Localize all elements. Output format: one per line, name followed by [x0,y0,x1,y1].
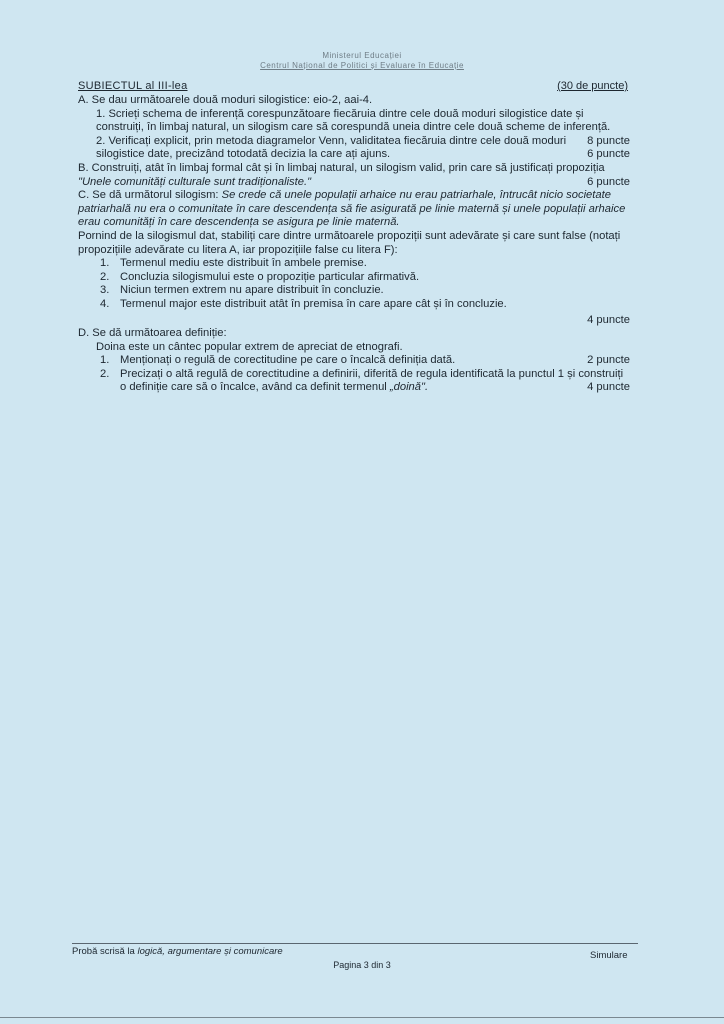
section-b-text: B. Construiți, atât în limbaj formal cât și în limbaj natural, un silogism valid, prin care să justificați propoziția [78,161,605,174]
section-c-item-number: 1. [100,257,110,270]
section-c-item [78,284,630,298]
section-c-syllogism: Se crede că unele populații arhaice nu erau patriarhale, întrucât nicio societate patriarhală nu era o comunitate în care descendența să fie asigurată pe linie maternă și unele populații arhaice erau comunități în care descendența se asigura pe linie maternă. [78,189,626,229]
section-d-item-points: 2 puncte [587,354,630,367]
section-c-item-text: Concluzia silogismului este o propoziție particular afirmativă. [120,270,420,283]
section-a-item-1 [78,107,630,147]
section-c-item [78,298,630,312]
section-b [78,162,630,189]
section-d-term: „doină". [389,381,429,394]
section-d-definition: Doina este un cântec popular extrem de apreciat de etnografi. [96,340,403,353]
section-c-points: 4 puncte [587,313,630,326]
section-a-heading: A. Se dau următoarele două moduri silogistice: eio-2, aai-4. [78,94,373,106]
footer-subject: logică, argumentare și comunicare [137,946,283,957]
section-b-points: 6 puncte [587,175,630,188]
subject-title: SUBIECTUL al III-lea [78,80,188,92]
scan-edge-line [0,1017,724,1018]
section-d-heading: D. Se dă următoarea definiție: [78,327,227,340]
section-c-item-text: Termenul major este distribuit atât în premisa în care apare cât și în concluzie. [120,297,507,310]
section-c-item-number: 2. [100,270,110,283]
section-d-item-points: 4 puncte [587,381,630,394]
section-c [78,189,630,230]
section-c-item-text: Termenul mediu este distribuit în ambele premise. [120,257,367,270]
section-d-item [78,368,630,395]
section-a-item-1-points: 8 puncte [587,134,630,147]
section-d-item-number: 2. [100,367,110,380]
exam-content [78,94,630,395]
section-c-intro: C. Se dă următorul silogism: [78,189,222,202]
subject-heading [78,80,628,94]
section-d-item [78,354,630,368]
section-c-item-number: 4. [100,297,110,310]
footer-prefix: Probă scrisă la [72,946,138,957]
footer-simulare: Simulare [590,950,628,961]
section-d-item-number: 1. [100,354,110,367]
section-c-item-number: 3. [100,284,110,297]
section-a-item-1-text: 1. Scrieți schema de inferență corespunzătoare fiecăruia dintre cele două moduri silogistice date și construiți, în limbaj natural, un silogism care să corespundă uneia dintre cele două scheme de inferență. [96,107,611,134]
footer-rule [72,943,638,944]
section-d-item-text: Precizați o altă regulă de corectitudine a definirii, diferită de regula identificată la punctul 1 și construiți o definiție care să o încalce, având ca definit termenul [120,367,624,394]
section-a-item-2 [78,135,630,162]
section-d-item-text: Menționați o regulă de corectitudine pe care o încalcă definiția dată. [120,354,456,367]
section-b-quote: "Unele comunități culturale sunt tradiționaliste." [78,175,312,188]
section-c-instruction: Pornind de la silogismul dat, stabiliți care dintre următoarele propoziții sunt adevărate și care sunt false (notați propozițiile adevărate cu litera A, iar propozițiile false cu litera F): [78,229,621,256]
header-ministry: Ministerul Educației [322,51,402,60]
footer-page-number: Pagina 3 din 3 [333,960,391,970]
section-c-item-text: Niciun termen extrem nu apare distribuit în concluzie. [120,284,384,297]
section-a-item-2-points: 6 puncte [587,148,630,161]
section-c-item [78,257,630,271]
section-a-item-2-text: 2. Verificați explicit, prin metoda diagramelor Venn, validitatea fiecăruia dintre cele două moduri silogistice date, precizând totodată decizia la care ați ajuns. [96,134,567,161]
subject-points: (30 de puncte) [557,80,628,92]
header-center: Centrul Național de Politici și Evaluare în Educație [260,61,464,70]
footer-exam-name [72,946,283,957]
section-c-item [78,271,630,285]
